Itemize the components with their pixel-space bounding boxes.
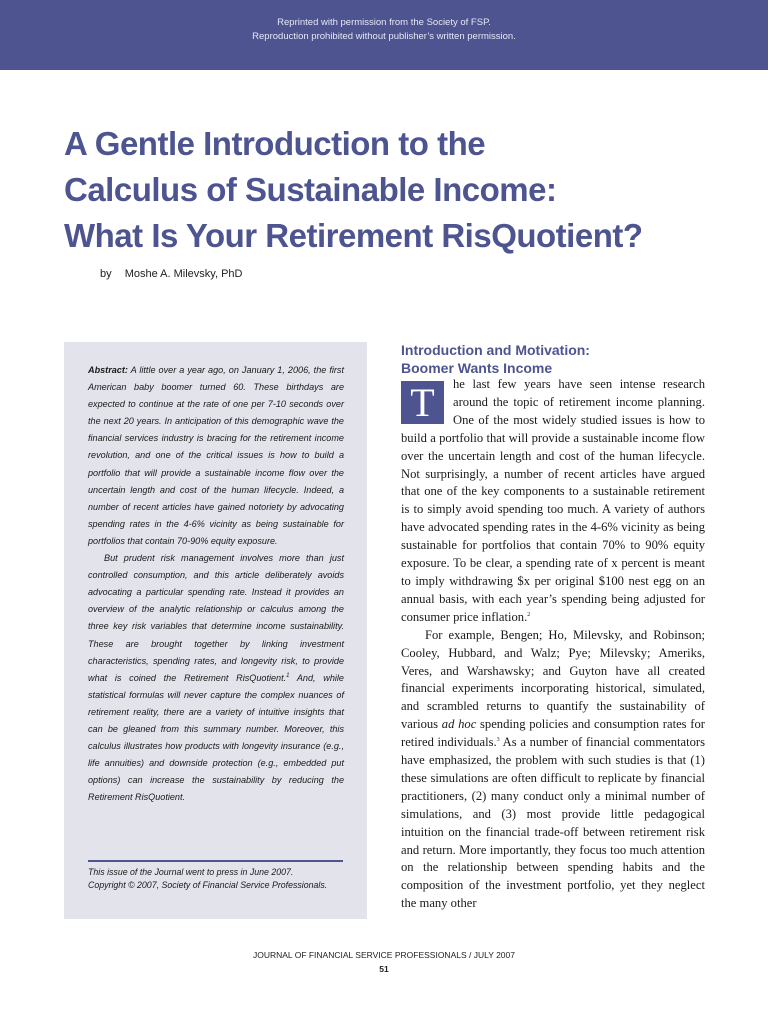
body-text: spending policies and consumption rates for retired individuals. (401, 717, 705, 750)
title-line: A Gentle Introduction to the (64, 125, 486, 162)
body-text: he last few years have seen intense research around the topic of retirement income planning. One of the most widely studied issues is how to build a portfolio that will provide a sustainable income flow over the uncertain length and cost of the human lifecycle. Not surprisingly, a number of recent articles have argued that one of the key components to a sustainable retirement is to simply avoid spending too much. A variety of authors have advocated spending rates in the 4-6% vicinity as being sustainable for portfolios that contain 70% to 90% equity exposure. To be clear, a spending rate of x percent is meant to imply withdrawing $x per original $100 nest egg on an annual basis, with each year’s spending being adjusted for consumer price inflation. (401, 377, 705, 624)
journal-name: JOURNAL OF FINANCIAL SERVICE PROFESSIONALS / JULY 2007 (252, 950, 515, 960)
author-name: Moshe A. Milevsky, PhD (124, 268, 243, 280)
drop-cap: T (401, 381, 444, 424)
permission-banner (0, 0, 768, 70)
abstract-text: A little over a year ago, on January 1, 2006, the first American baby boomer turned 60. These birthdays are expected to continue at the rate of one per 7-10 seconds over the next 20 years. In anticipation of this demographic wave the financial services industry is bracing for the retirement income revolution, and one of the critical issues is how to build a portfolio that will provide a sustainable income flow over the uncertain length and cost of the human lifecycle. Indeed, a number of recent articles have gained notoriety by advocating spending rates in the 4-6% vicinity as being sustainable for portfolios that contain 70-90% equity exposure. (88, 365, 344, 546)
reproduction-line: Reproduction prohibited without publisher’s written permission. (252, 31, 516, 42)
abstract-text: And, while statistical formulas will never capture the complex nuances of retirement reality, there are a variety of intuitive insights that can be gleaned from this summary number. Moreover, this calculus illustrates how products with longevity insurance (e.g., life annuities) and downside protection (e.g., embedded put options) can increase the sustainability by reducing the Retirement RisQuotient. (88, 672, 344, 803)
press-date: This issue of the Journal went to press in June 2007. (88, 867, 294, 877)
article-title (64, 121, 744, 259)
body-paragraph (401, 627, 705, 914)
footnote-marker: 3 (496, 736, 500, 743)
abstract-paragraph (88, 362, 344, 550)
abstract-box (64, 342, 367, 919)
abstract-text: But prudent risk management involves more than just controlled consumption, and this article deliberately avoids advocating a particular spending rate. Instead it provides an overview of the analytic relationship or calculus among the three key risk variables that determine income sustainability. These are brought together by linking investment characteristics, spending rates, and longevity risk, to provide what is coined the Retirement RisQuotient. (88, 553, 344, 683)
section-heading (401, 341, 590, 377)
section-heading-line: Introduction and Motivation: (401, 342, 590, 358)
press-note (88, 866, 358, 892)
title-line: Calculus of Sustainable Income: (64, 171, 557, 208)
body-paragraph (401, 376, 705, 627)
italic-term: ad hoc (441, 717, 477, 732)
permission-line: Reprinted with permission from the Society of FSP. (277, 17, 491, 28)
footnote-marker: 1 (286, 672, 290, 679)
press-divider (88, 860, 343, 862)
body-text: For example, Bengen; Ho, Milevsky, and Robinson; Cooley, Hubbard, and Walz; Pye; Milevsky; Ameriks, Veres, and Warshawsky; and Guyton have all created financial experiments incorporating historical, simulated, and scrambled returns to quantify the sustainability of various (401, 627, 705, 732)
copyright: Copyright © 2007, Society of Financial Service Professionals. (88, 880, 328, 890)
footnote-marker: 2 (527, 611, 531, 618)
section-heading-line: Boomer Wants Income (401, 360, 553, 376)
body-column (401, 376, 705, 913)
body-text: As a number of financial commentators have emphasized, the problem with such studies is that (1) these simulations are often difficult to replicate by financial practitioners, (2) many conduct only a minimal number of simulations, and (3) most provide little pedagogical intuition on the financial trade-off between retirement risk and return. More importantly, they focus too much attention on the relationship between spending habits and the composition of the investment portfolio, yet they neglect the many other (401, 735, 705, 911)
abstract-paragraph (88, 550, 344, 806)
byline (100, 268, 242, 280)
byline-prefix: by (100, 268, 112, 280)
page-number: 51 (379, 964, 389, 974)
title-line: What Is Your Retirement RisQuotient? (64, 217, 643, 254)
page-footer (0, 950, 768, 974)
abstract-label: Abstract: (88, 365, 128, 375)
